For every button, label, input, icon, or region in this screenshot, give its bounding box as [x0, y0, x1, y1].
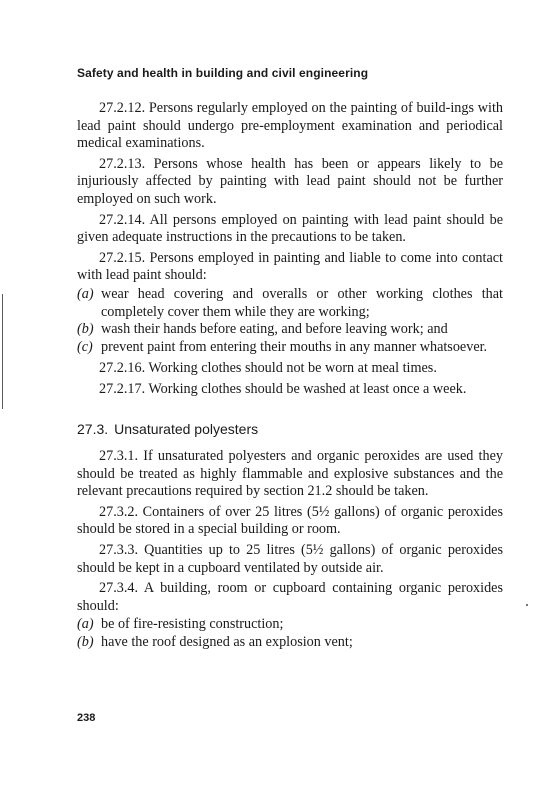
list-label: (b) — [77, 634, 94, 651]
paragraph-27-3-2: 27.3.2. Containers of over 25 litres (5½ gallons) of organic peroxides should be stored in a special building or room. — [77, 503, 503, 538]
section-title: Unsaturated polyesters — [114, 420, 259, 437]
list-item-b — [77, 634, 503, 652]
paragraph-27-3-1: 27.3.1. If unsaturated polyesters and organic peroxides are used they should be treated as highly flammable and explosive substances and the relevant precautions required by section 21.2 should be taken. — [77, 448, 503, 500]
scan-margin-line — [2, 294, 3, 409]
section-number: 27.3. — [77, 420, 109, 437]
list-label: (c) — [77, 338, 93, 355]
paragraph-27-2-14: 27.2.14. All persons employed on painting with lead paint should be given adequate instructions in the precautions to be taken. — [77, 211, 503, 246]
paragraph-27-2-15: 27.2.15. Persons employed in painting and liable to come into contact with lead paint should: — [77, 249, 503, 284]
list-text: have the roof designed as an explosion vent; — [101, 634, 353, 651]
paragraph-27-2-16: 27.2.16. Working clothes should not be worn at meal times. — [99, 360, 437, 377]
scan-speck — [526, 604, 528, 606]
paragraph-27-2-12: 27.2.12. Persons regularly employed on the painting of build-ings with lead paint should undergo pre-employment examination and periodical medical examinations. — [77, 100, 503, 152]
list-label: (b) — [77, 321, 94, 338]
list-text: wash their hands before eating, and before leaving work; and — [101, 321, 448, 338]
body-text — [77, 100, 503, 652]
paragraph-27-3-4: 27.3.4. A building, room or cupboard containing organic peroxides should: — [77, 580, 503, 614]
list-label: (a) — [77, 616, 94, 633]
page-number: 238 — [77, 712, 96, 724]
list-item-b — [77, 321, 503, 339]
paragraph-27-2-13: 27.2.13. Persons whose health has been or appears likely to be injuriously affected by painting with lead paint should not be further employed on such work. — [77, 155, 503, 207]
list-text: wear head covering and overalls or other working clothes that completely cover them while they are working; — [101, 285, 503, 320]
running-header: Safety and health in building and civil engineering — [77, 66, 369, 80]
list-text: be of fire-resisting construction; — [101, 616, 284, 633]
list-label: (a) — [77, 285, 94, 302]
list-item-a — [77, 286, 503, 321]
list-item-c — [77, 339, 503, 357]
section-heading — [77, 421, 503, 439]
list-text: prevent paint from entering their mouths in any manner whatsoever. — [101, 338, 488, 355]
paragraph-27-2-17: 27.2.17. Working clothes should be washed at least once a week. — [99, 380, 467, 397]
paragraph-27-3-3: 27.3.3. Quantities up to 25 litres (5½ gallons) of organic peroxides should be kept in a cupboard ventilated by outside air. — [77, 542, 503, 576]
list-item-a — [77, 616, 503, 634]
